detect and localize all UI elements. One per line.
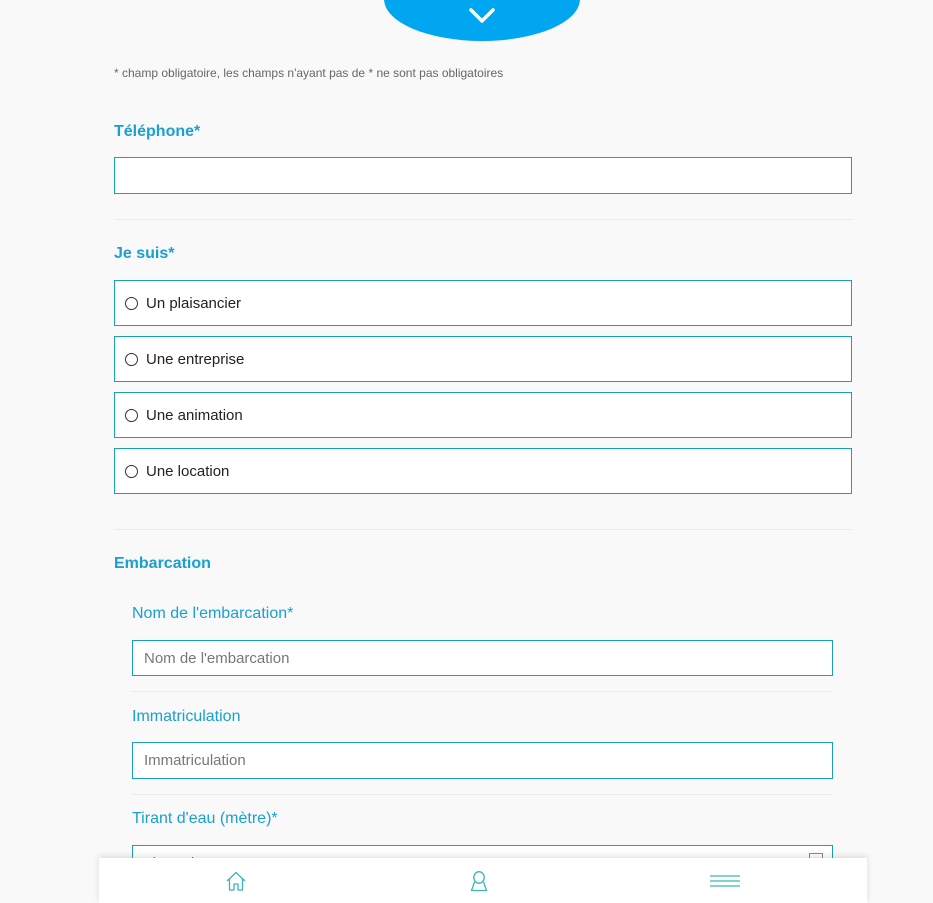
telephone-field[interactable] [114, 157, 852, 194]
radio-button[interactable] [125, 353, 138, 366]
divider [114, 219, 852, 220]
immatriculation-label: Immatriculation [132, 708, 241, 725]
radio-button[interactable] [125, 465, 138, 478]
telephone-label: Téléphone* [114, 123, 201, 140]
radio-button[interactable] [125, 409, 138, 422]
immatriculation-field[interactable] [132, 742, 833, 779]
home-icon [225, 870, 247, 892]
radio-option-location[interactable] [114, 448, 852, 494]
telephone-input[interactable] [126, 158, 851, 193]
account-button[interactable] [466, 868, 492, 894]
radio-label: Une location [146, 462, 230, 480]
divider [132, 794, 833, 795]
divider [132, 691, 833, 692]
radio-option-plaisancier[interactable] [114, 280, 852, 326]
immatriculation-input[interactable] [144, 743, 832, 778]
embarcation-label: Embarcation [114, 555, 211, 572]
collapse-tab[interactable] [384, 0, 580, 41]
user-icon [468, 870, 490, 892]
radio-label: Une entreprise [146, 350, 245, 368]
radio-option-entreprise[interactable] [114, 336, 852, 382]
nom-embarcation-field[interactable] [132, 640, 833, 676]
menu-icon [709, 873, 741, 889]
radio-label: Un plaisancier [146, 294, 242, 312]
radio-button[interactable] [125, 297, 138, 310]
divider [114, 529, 852, 530]
home-button[interactable] [223, 868, 249, 894]
radio-option-animation[interactable] [114, 392, 852, 438]
je-suis-label: Je suis* [114, 245, 175, 262]
nom-embarcation-input[interactable] [144, 641, 832, 675]
tirant-label: Tirant d'eau (mètre)* [132, 810, 278, 827]
radio-label: Une animation [146, 406, 243, 424]
bottom-nav [99, 858, 867, 903]
menu-button[interactable] [708, 868, 742, 894]
nom-embarcation-label: Nom de l'embarcation* [132, 605, 294, 622]
required-note: * champ obligatoire, les champs n'ayant pas de * ne sont pas obligatoires [114, 66, 504, 80]
chevron-down-icon [468, 5, 496, 25]
